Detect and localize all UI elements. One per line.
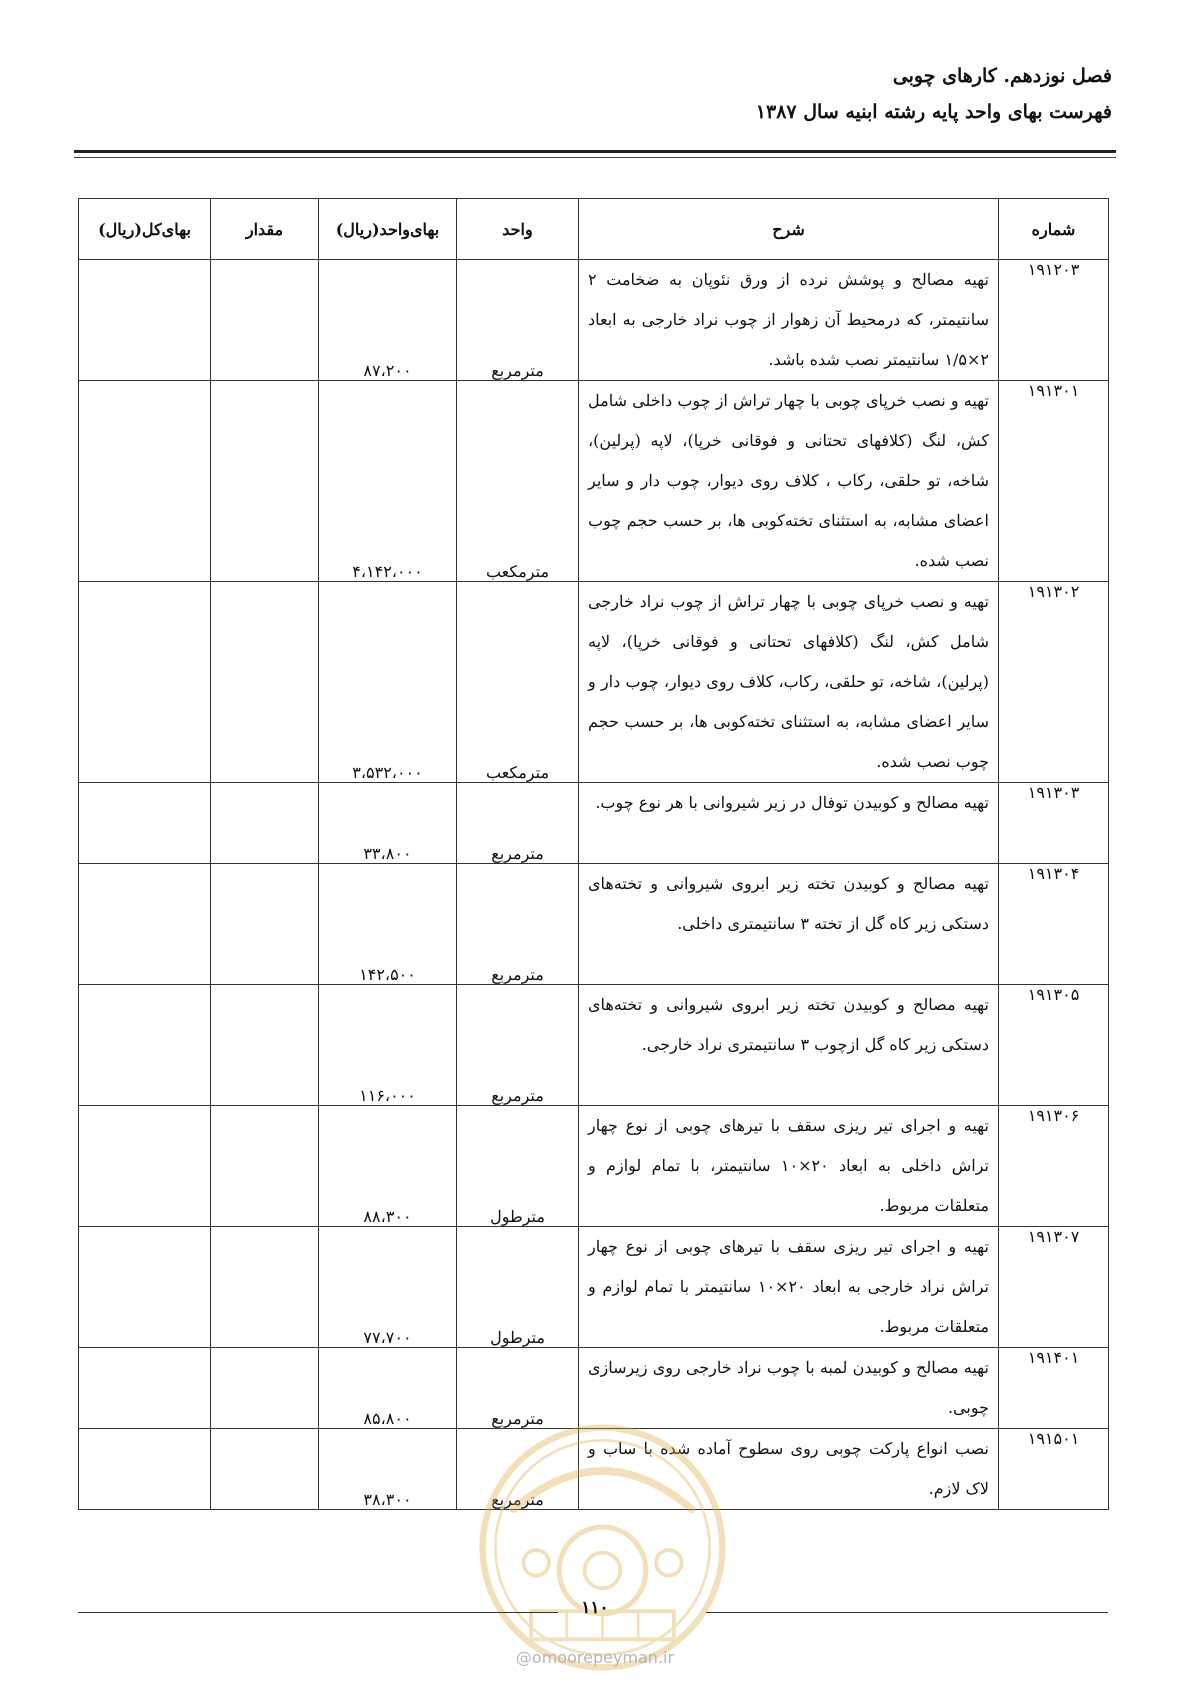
table-row [79,864,1109,985]
item-description: تهیه و نصب خرپای چوبی با چهار تراش از چوب داخلی شامل کش، لنگ (کلافهای تحتانی و فوقانی خرپا)، لاپه (پرلین)، شاخه، تو حلقی، رکاب ، کلاف روی دیوار، چوب دار و سایر اعضای مشابه، به استثنای تخته‌کوبی ها، بر حسب حجم چوب نصب شده. [579,381,999,582]
table-row [79,260,1109,381]
item-code: ۱۹۱۳۰۵ [999,985,1109,1106]
table-header-row [79,199,1109,260]
item-unit-price: ۴،۱۴۲،۰۰۰ [319,381,457,582]
header-rule-thin [74,157,1116,158]
item-unit: مترمربع [457,1348,579,1429]
item-unit: مترمربع [457,260,579,381]
item-code: ۱۹۱۳۰۷ [999,1227,1109,1348]
item-unit-price: ۷۷،۷۰۰ [319,1227,457,1348]
item-unit: مترمربع [457,1429,579,1510]
table-row [79,985,1109,1106]
item-unit: مترطول [457,1227,579,1348]
item-total-price [79,1106,211,1227]
item-quantity [211,1106,319,1227]
item-unit-price: ۸۷،۲۰۰ [319,260,457,381]
item-code: ۱۹۱۳۰۶ [999,1106,1109,1227]
item-code: ۱۹۱۵۰۱ [999,1429,1109,1510]
item-description: تهیه و نصب خرپای چوبی با چهار تراش از چوب نراد خارجی شامل کش، لنگ (کلافهای تحتانی و فوقانی خرپا)، لاپه (پرلین)، شاخه، تو حلقی، رکاب، کلاف روی دیوار، چوب دار و سایر اعضای مشابه، به استثنای تخته‌کوبی ها، بر حسب حجم چوب نصب شده. [579,582,999,783]
item-unit: مترمربع [457,783,579,864]
item-description: تهیه و اجرای تیر ریزی سقف با تیرهای چوبی از نوع چهار تراش نراد خارجی به ابعاد ۲۰×۱۰ سانتیمتر با تمام لوازم و متعلقات مربوط. [579,1227,999,1348]
item-unit-price: ۸۸،۳۰۰ [319,1106,457,1227]
table-row [79,1227,1109,1348]
item-total-price [79,985,211,1106]
item-quantity [211,1429,319,1510]
table-row [79,1106,1109,1227]
page-header [78,58,1112,130]
item-quantity [211,582,319,783]
watermark-site-text: @omoorepeyman.ir [515,1648,675,1667]
item-code: ۱۹۱۴۰۱ [999,1348,1109,1429]
table-row [79,783,1109,864]
item-unit-price: ۳۳،۸۰۰ [319,783,457,864]
item-total-price [79,260,211,381]
item-quantity [211,260,319,381]
column-header-unit-price: بهای‌واحد(ریال) [319,199,457,260]
chapter-title: فصل نوزدهم. کارهای چوبی [892,65,1112,87]
item-unit: مترمربع [457,985,579,1106]
item-code: ۱۹۱۳۰۲ [999,582,1109,783]
item-quantity [211,1227,319,1348]
item-description: تهیه مصالح و کوبیدن تخته زیر ابروی شیروانی و تخته‌های دستکی زیر کاه گل ازچوب ۳ سانتیمتری نراد خارجی. [579,985,999,1106]
item-total-price [79,1348,211,1429]
item-code: ۱۹۱۳۰۳ [999,783,1109,864]
item-total-price [79,1429,211,1510]
item-unit: مترمکعب [457,381,579,582]
price-table [78,198,1109,1510]
item-total-price [79,864,211,985]
item-total-price [79,783,211,864]
item-unit-price: ۳،۵۳۲،۰۰۰ [319,582,457,783]
item-total-price [79,1227,211,1348]
item-quantity [211,783,319,864]
item-unit: مترطول [457,1106,579,1227]
item-unit-price: ۸۵،۸۰۰ [319,1348,457,1429]
table-row [79,1429,1109,1510]
table-row [79,1348,1109,1429]
item-unit-price: ۱۱۶،۰۰۰ [319,985,457,1106]
item-quantity [211,864,319,985]
column-header-description: شرح [579,199,999,260]
item-unit: مترمربع [457,864,579,985]
item-description: تهیه مصالح و کوبیدن توفال در زیر شیروانی با هر نوع چوب. [579,783,999,864]
item-unit: مترمکعب [457,582,579,783]
column-header-total-price: بهای‌کل(ریال) [79,199,211,260]
item-description: تهیه مصالح و کوبیدن تخته زیر ابروی شیروانی و تخته‌های دستکی زیر کاه گل از تخته ۳ سانتیمتری داخلی. [579,864,999,985]
page-number: ۱۱۰ [581,1598,609,1618]
column-header-unit: واحد [457,199,579,260]
item-total-price [79,381,211,582]
item-code: ۱۹۱۲۰۳ [999,260,1109,381]
table-row [79,582,1109,783]
table-row [79,381,1109,582]
item-unit-price: ۳۸،۳۰۰ [319,1429,457,1510]
item-description: تهیه و اجرای تیر ریزی سقف با تیرهای چوبی از نوع چهار تراش داخلی به ابعاد ۲۰×۱۰ سانتیمتر، با تمام لوازم و متعلقات مربوط. [579,1106,999,1227]
column-header-quantity: مقدار [211,199,319,260]
item-description: نصب انواع پارکت چوبی روی سطوح آماده شده با ساب و لاک لازم. [579,1429,999,1510]
item-unit-price: ۱۴۲،۵۰۰ [319,864,457,985]
price-list-title: فهرست بهای واحد پایه رشته ابنیه سال ۱۳۸۷ [755,101,1112,123]
item-quantity [211,381,319,582]
item-total-price [79,582,211,783]
item-quantity [211,985,319,1106]
item-quantity [211,1348,319,1429]
item-description: تهیه مصالح و پوشش نرده از ورق نئوپان به ضخامت ۲ سانتیمتر، که درمحیط آن زهوار از چوب نراد خارجی به ابعاد ۲×۱/۵ سانتیمتر نصب شده باشد. [579,260,999,381]
item-description: تهیه مصالح و کوبیدن لمبه با چوب نراد خارجی روی زیرسازی چوبی. [579,1348,999,1429]
item-code: ۱۹۱۳۰۴ [999,864,1109,985]
item-code: ۱۹۱۳۰۱ [999,381,1109,582]
column-header-code: شماره [999,199,1109,260]
header-rule-thick [74,150,1116,153]
